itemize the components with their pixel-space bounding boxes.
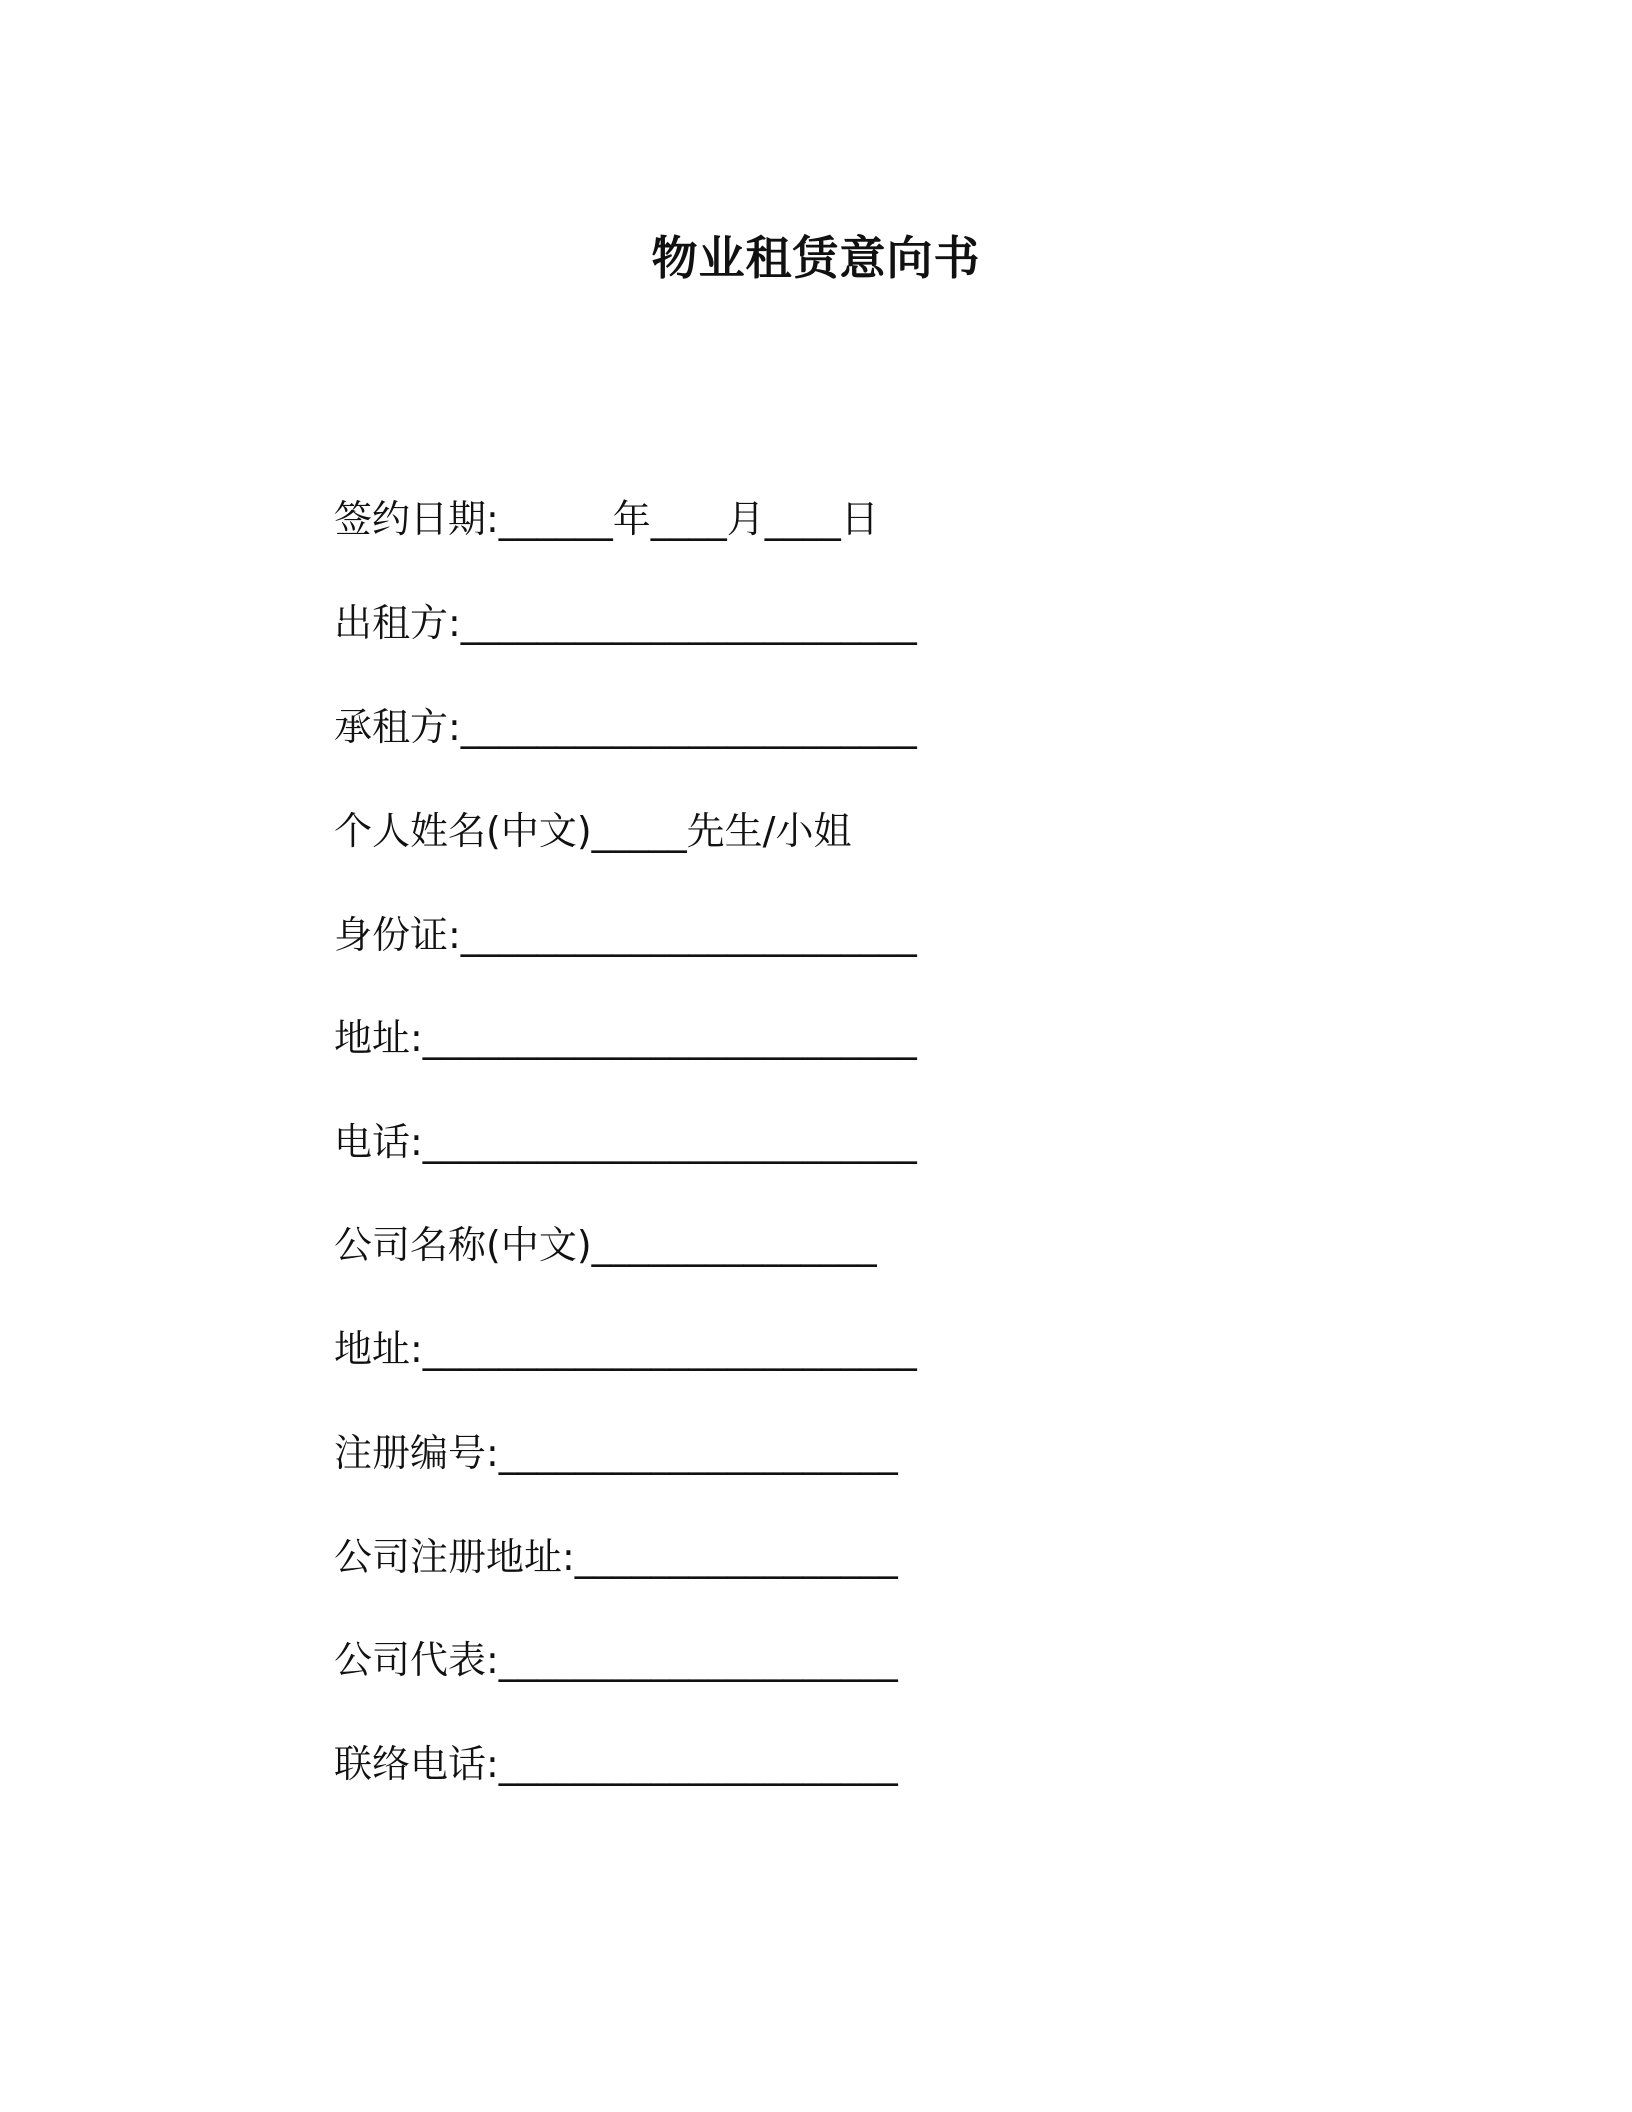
contact-phone-line: 联络电话:_____________________ bbox=[334, 1742, 898, 1786]
signing-date-line: 签约日期:______年____月____日 bbox=[334, 497, 879, 541]
form-field-list bbox=[334, 0, 1334, 2112]
registration-number-line: 注册编号:_____________________ bbox=[334, 1431, 898, 1475]
personal-address-line: 地址:__________________________ bbox=[334, 1016, 917, 1060]
id-card-line: 身份证:________________________ bbox=[334, 913, 917, 957]
personal-name-line: 个人姓名(中文)_____先生/小姐 bbox=[334, 809, 852, 853]
document-title: 物业租赁意向书 bbox=[651, 231, 981, 285]
company-name-line: 公司名称(中文)_______________ bbox=[334, 1223, 877, 1267]
personal-phone-line: 电话:__________________________ bbox=[334, 1120, 917, 1164]
registered-address-line: 公司注册地址:_________________ bbox=[334, 1535, 898, 1579]
lessor-line: 出租方:________________________ bbox=[334, 601, 917, 645]
lessee-line: 承租方:________________________ bbox=[334, 705, 917, 749]
company-address-line: 地址:__________________________ bbox=[334, 1327, 917, 1371]
company-representative-line: 公司代表:_____________________ bbox=[334, 1638, 898, 1682]
